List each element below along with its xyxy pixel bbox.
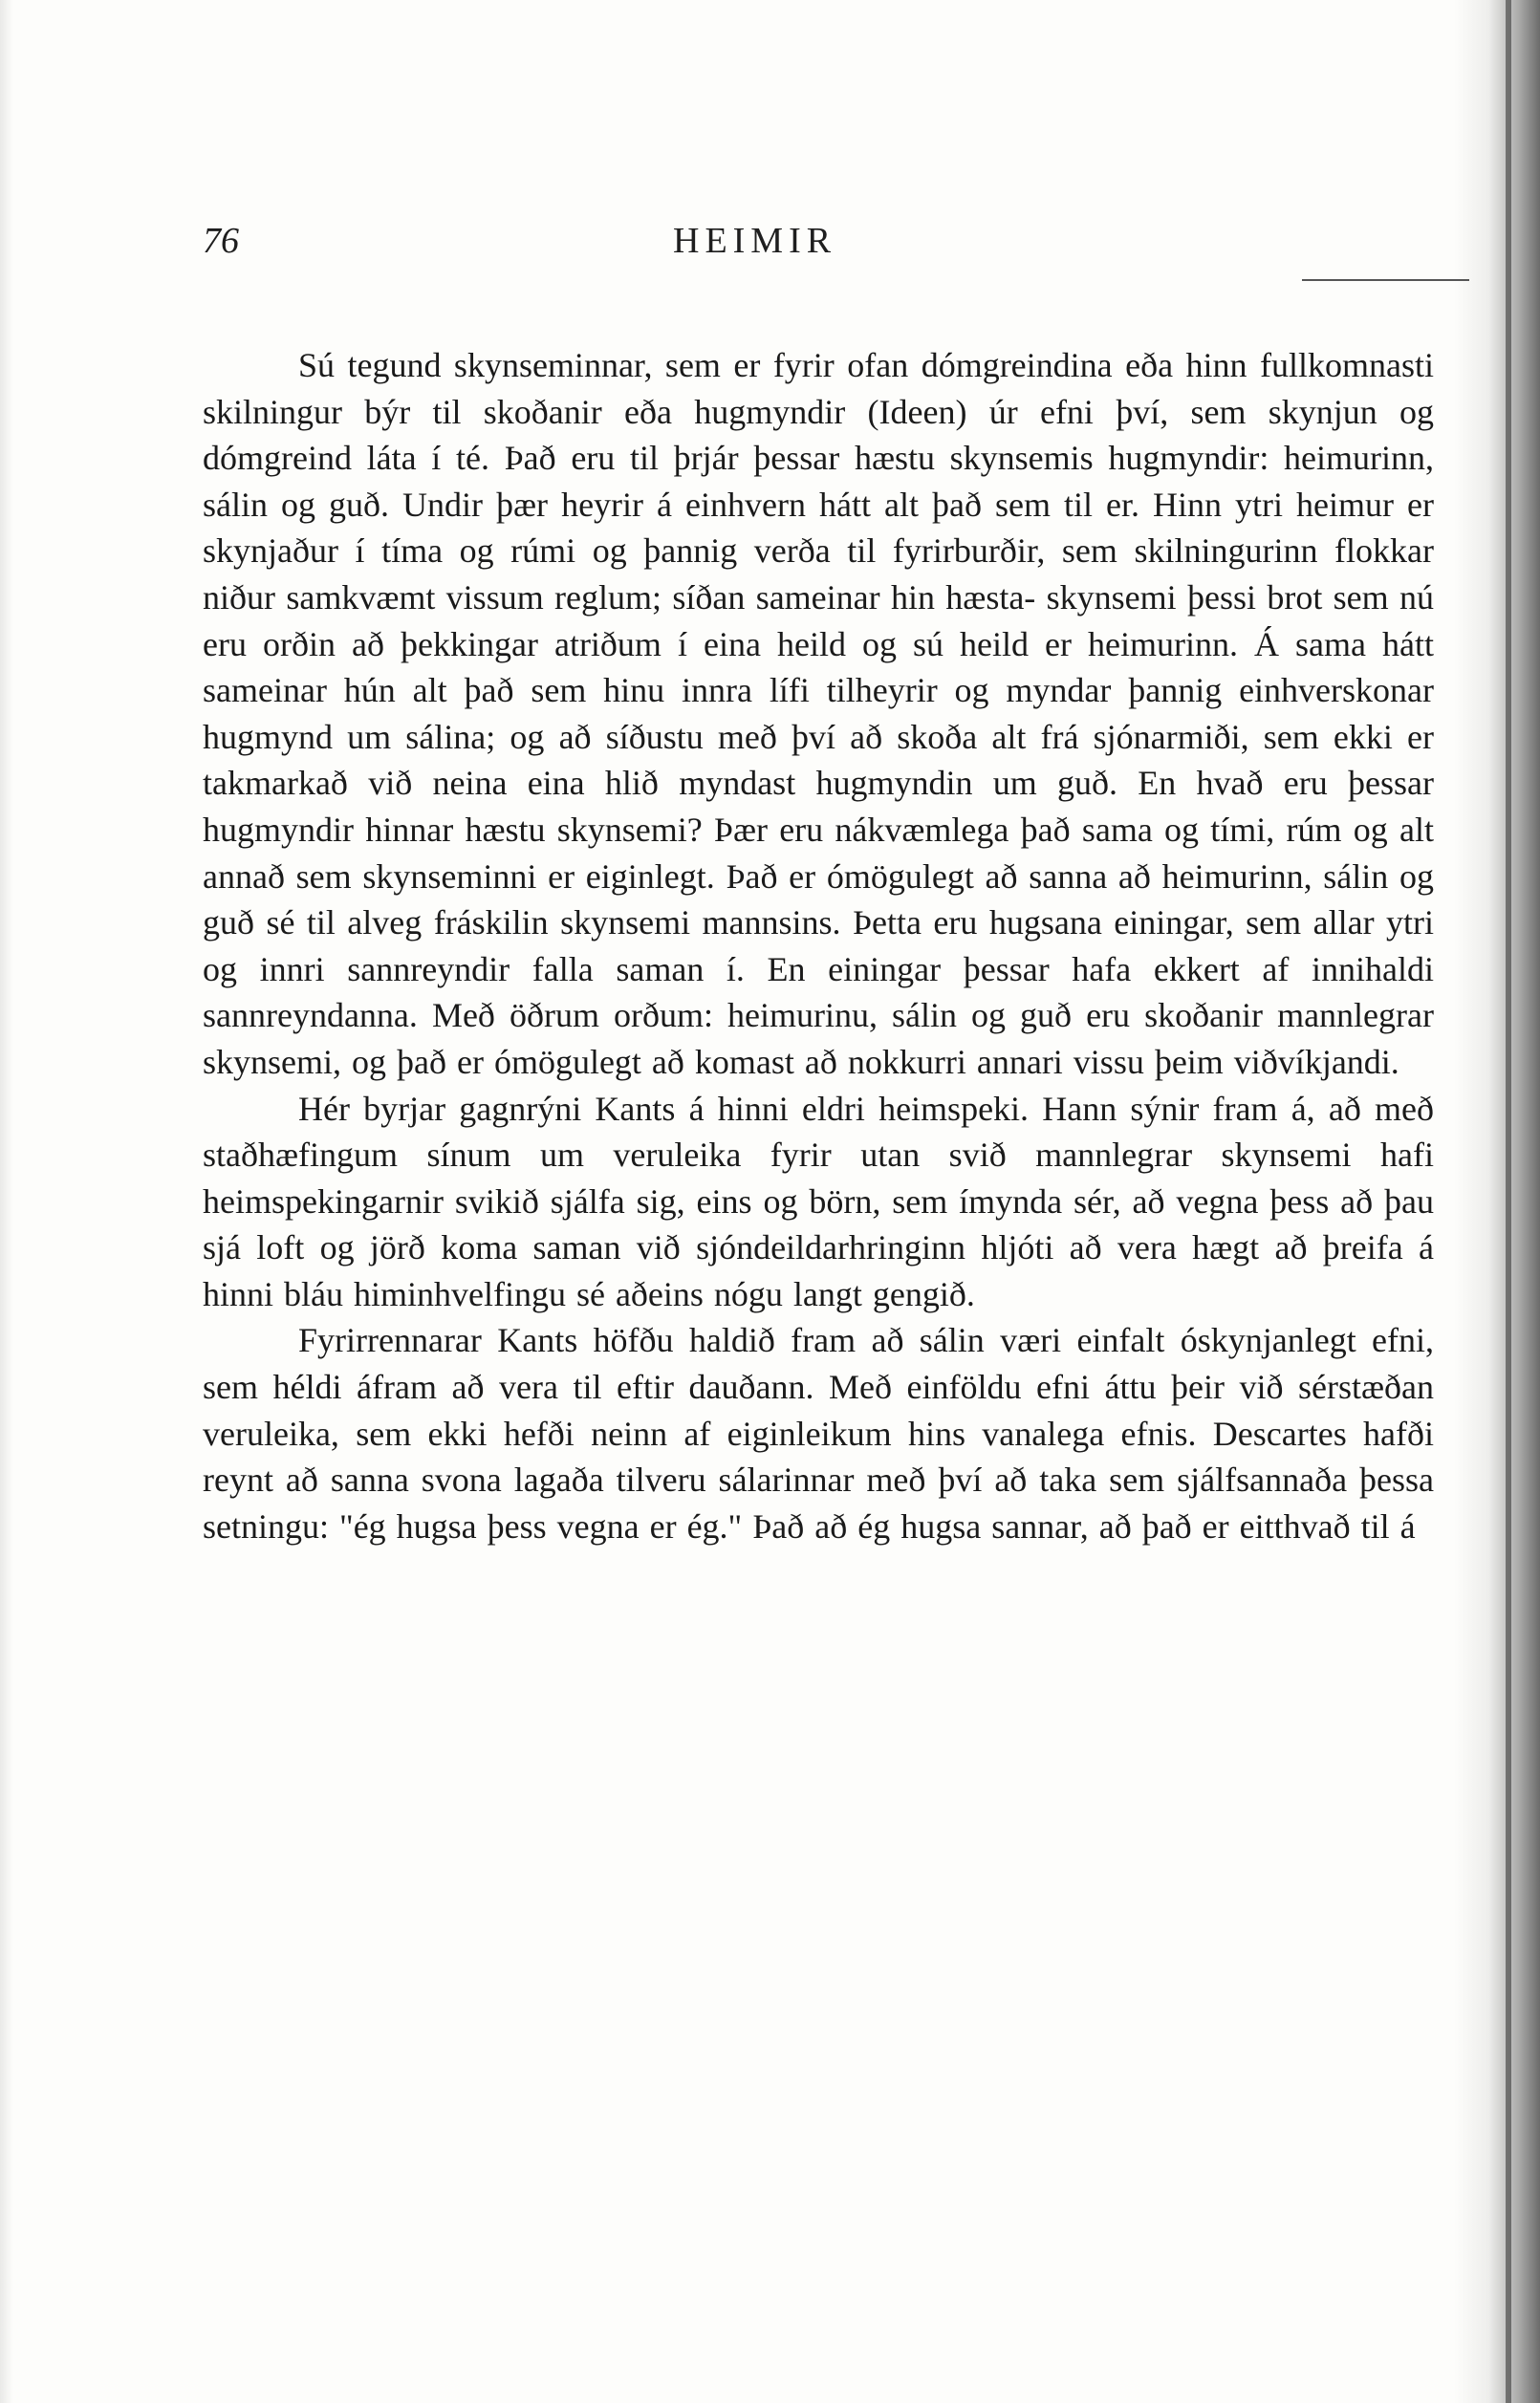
header-rule [1302, 279, 1469, 281]
page-number: 76 [203, 221, 239, 261]
body-text [203, 342, 1434, 1549]
paragraph-3: Fyrirrennarar Kants höfðu haldið fram að sálin væri einfalt óskynjanlegt efni, sem héldi áfram að vera til eftir dauðann. Með einföldu efni áttu þeir við sérstæðan veruleika, sem ekki hefði neinn af eiginleikum hins vanalega efnis. Descartes hafði reynt að sanna svona lagaða tilveru sálarinnar með því að taka sem sjálfsannaða þessa setningu: "ég hugsa þess vegna er ég." Það að ég hugsa sannar, að það er eitthvað til á [203, 1321, 1434, 1546]
paragraph-2: Hér byrjar gagnrýni Kants á hinni eldri heimspeki. Hann sýnir fram á, að með staðhæfingum sínum um veruleika fyrir utan svið mannlegrar skynsemi hafi heimspekingarnir svikið sjálfa sig, eins og börn, sem ímynda sér, að vegna þess að þau sjá loft og jörð koma saman við sjóndeildarhringinn hljóti að vera hægt að þreifa á hinni bláu himinhvelfingu sé aðeins nógu langt gengið. [203, 1089, 1434, 1313]
scan-binding-edge [1454, 0, 1540, 2403]
page-left-shadow [0, 0, 13, 2403]
running-title: HEIMIR [673, 221, 837, 261]
paragraph-1: Sú tegund skynseminnar, sem er fyrir ofan dómgreindina eða hinn fullkomnasti skilningur býr til skoðanir eða hugmyndir (Ideen) úr efni því, sem skynjun og dómgreind láta í té. Það eru til þrjár þessar hæstu skynsemis hugmyndir: heimurinn, sálin og guð. Undir þær heyrir á einhvern hátt alt það sem til er. Hinn ytri heimur er skynjaður í tíma og rúmi og þannig verða til fyrirburðir, sem skilningurinn flokkar niður samkvæmt vissum reglum; síðan sameinar hin hæsta- skynsemi þessi brot sem nú eru orðin að þekkingar atriðum í eina heild og sú heild er heimurinn. Á sama hátt sameinar hún alt það sem hinu innra lífi tilheyrir og myndar þannig einhverskonar hugmynd um sálina; og að síðustu með því að skoða alt frá sjónarmiði, sem ekki er takmarkað við neina eina hlið myndast hugmyndin um guð. En hvað eru þessar hugmyndir hinnar hæstu skynsemi? Þær eru nákvæmlega það sama og tími, rúm og alt annað sem skynseminni er eiginlegt. Það er ómögulegt að sanna að heimurinn, sálin og guð sé til alveg fráskilin skynsemi mannsins. Þetta eru hugsana einingar, sem allar ytri og innri sannreyndir falla saman í. En einingar þessar hafa ekkert af innihaldi sannreyndanna. Með öðrum orðum: heimurinu, sálin og guð eru skoðanir mannlegrar skynsemi, og það er ómögulegt að komast að nokkurri annari vissu þeim viðvíkjandi. [203, 346, 1434, 1081]
page-header [203, 220, 1445, 296]
scan-binding-line [1506, 0, 1511, 2403]
